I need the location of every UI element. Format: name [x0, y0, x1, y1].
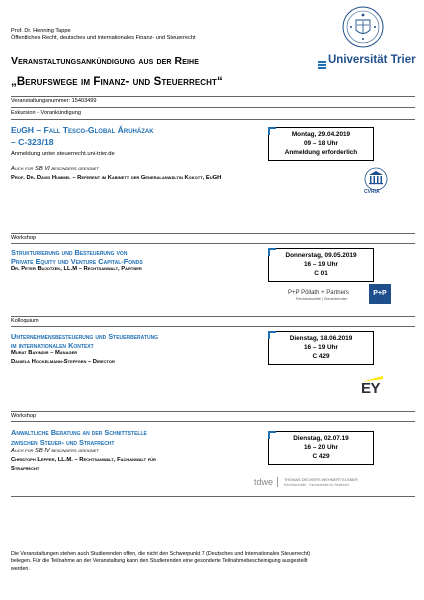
divider: [11, 233, 415, 234]
event-4-room: C 429: [312, 453, 330, 460]
event-3-title-line-1: Unternehmensbesteuerung und Steuerberatung: [11, 332, 159, 341]
divider: [11, 411, 415, 412]
pp-logo-text: P+P Pöllath + Partners: [288, 290, 349, 296]
event-1-note: Anmeldung unter steuerrecht.uni-trier.de: [11, 151, 115, 157]
divider: [11, 119, 415, 120]
event-4-date-box: [268, 431, 374, 465]
corner-accent: [268, 431, 270, 439]
event-3-type: Kolloquium: [11, 318, 39, 324]
event-2-date-box: [268, 248, 374, 282]
event-1-date: Montag, 29.04.2019: [291, 131, 351, 138]
university-seal-icon: [342, 6, 384, 48]
divider: [11, 96, 415, 97]
event-1-room: Anmeldung erforderlich: [284, 149, 358, 156]
pp-logo-mark: P+P: [369, 284, 391, 304]
event-2-speaker: Dr. Peter Bujotzek, LL.M – Rechtsanwalt, Partner: [11, 266, 142, 272]
event-4-time: 16 – 20 Uhr: [303, 444, 339, 451]
title-line-1: Veranstaltungsankündigung aus der Reihe: [11, 55, 199, 67]
ey-text: EY: [361, 380, 381, 397]
event-2-title-line-1: Strukturierung und Besteuerung von: [11, 248, 128, 257]
footer-text: [11, 551, 415, 573]
event-1-title-line-1: EuGH – Fall Tesco-Global Áruházak: [11, 125, 154, 135]
event-2-title-line-2: Private Equity und Venture Capital-Fonds: [11, 257, 143, 266]
event-1-date-box: [268, 127, 374, 161]
event-3-room: C 429: [312, 353, 330, 360]
university-name: Universität Trier: [328, 54, 416, 66]
event-4-speaker-line-2: Strafrecht: [11, 466, 40, 472]
divider: [11, 496, 415, 497]
tdwe-logo-sub: THOMAS DECKERS WEHNERT ELSNER: [284, 477, 358, 482]
divider: [11, 316, 415, 317]
event-1-type: Exkursion - Vorankündigung: [11, 110, 81, 116]
divider: [11, 421, 415, 422]
event-4-suited: Auch für SB IV besonders geeignet: [11, 448, 99, 454]
divider: [11, 326, 415, 327]
header-chair: Öffentliches Recht, deutsches und internationales Finanz- und Steuerrecht: [11, 35, 196, 41]
corner-accent: [268, 248, 270, 256]
event-4-title-line-1: Anwaltliche Beratung an der Schnittstelle: [11, 428, 147, 437]
header-author: Prof. Dr. Henning Tappe: [11, 28, 71, 34]
event-1-speaker: Prof. Dr. David Hummel – Referent im Kabinett der Generalanwältin Kokott, EuGH: [11, 175, 222, 181]
event-4-title-line-2: zwischen Steuer- und Strafrecht: [11, 438, 115, 447]
event-2-date: Donnerstag, 09.05.2019: [285, 252, 357, 259]
tdwe-logo-text: tdwe: [254, 477, 278, 487]
event-3-title-line-2: im internationalen Kontext: [11, 341, 94, 350]
event-4-type: Workshop: [11, 413, 37, 419]
footer-line-1: Die Veranstaltungen stehen auch Studierenden offen, die nicht den Schwerpunkt 7 (Deutsches und Internationales Steuerrecht): [11, 551, 311, 557]
event-4-speaker-line-1: Christoph Lepper, LL.M. – Rechtsanwalt, Fachanwalt für: [11, 457, 156, 463]
event-2-time: 16 – 19 Uhr: [303, 261, 339, 268]
cvria-text: CVRIA: [364, 189, 380, 195]
ey-logo: [361, 376, 383, 396]
corner-accent: [268, 331, 270, 339]
event-number: Veranstaltungsnummer: 15403499: [11, 98, 97, 104]
event-1-time: 09 – 18 Uhr: [303, 140, 339, 147]
divider: [11, 107, 415, 108]
tdwe-logo-sub-2: Rechtsanwälte · Fachanwälte für Strafrecht: [284, 483, 350, 487]
event-3-date: Dienstag, 18.06.2019: [289, 335, 353, 342]
event-3-speaker-2: Daniela Hockelmann-Steffgen – Director: [11, 359, 115, 365]
event-3-date-box: [268, 331, 374, 365]
footer-line-3: werden.: [11, 565, 30, 572]
university-logo-icon: [318, 57, 326, 66]
event-4-date: Dienstag, 02.07.19: [293, 435, 349, 442]
divider: [11, 243, 415, 244]
corner-accent: [268, 127, 270, 135]
event-3-speaker-1: Murat Bayindir – Manager: [11, 350, 78, 356]
event-2-type: Workshop: [11, 235, 37, 241]
pp-logo-sub: Rechtsanwälte | Steuerberater: [296, 297, 348, 301]
event-1-title-line-2: – C-323/18: [11, 137, 54, 147]
event-3-time: 16 – 19 Uhr: [303, 344, 339, 351]
footer-line-2: belegen. Für die Teilnahme an der Veranstaltung kann den Studierenden eine gesonderte Teilnahmebescheinigung ausgestellt: [11, 558, 308, 565]
event-2-room: C 01: [314, 270, 328, 277]
title-line-2: „Berufswege im Finanz- und Steuerrecht“: [11, 76, 223, 88]
event-1-suited: Auch für SB VI besonders geeignet: [11, 166, 99, 172]
